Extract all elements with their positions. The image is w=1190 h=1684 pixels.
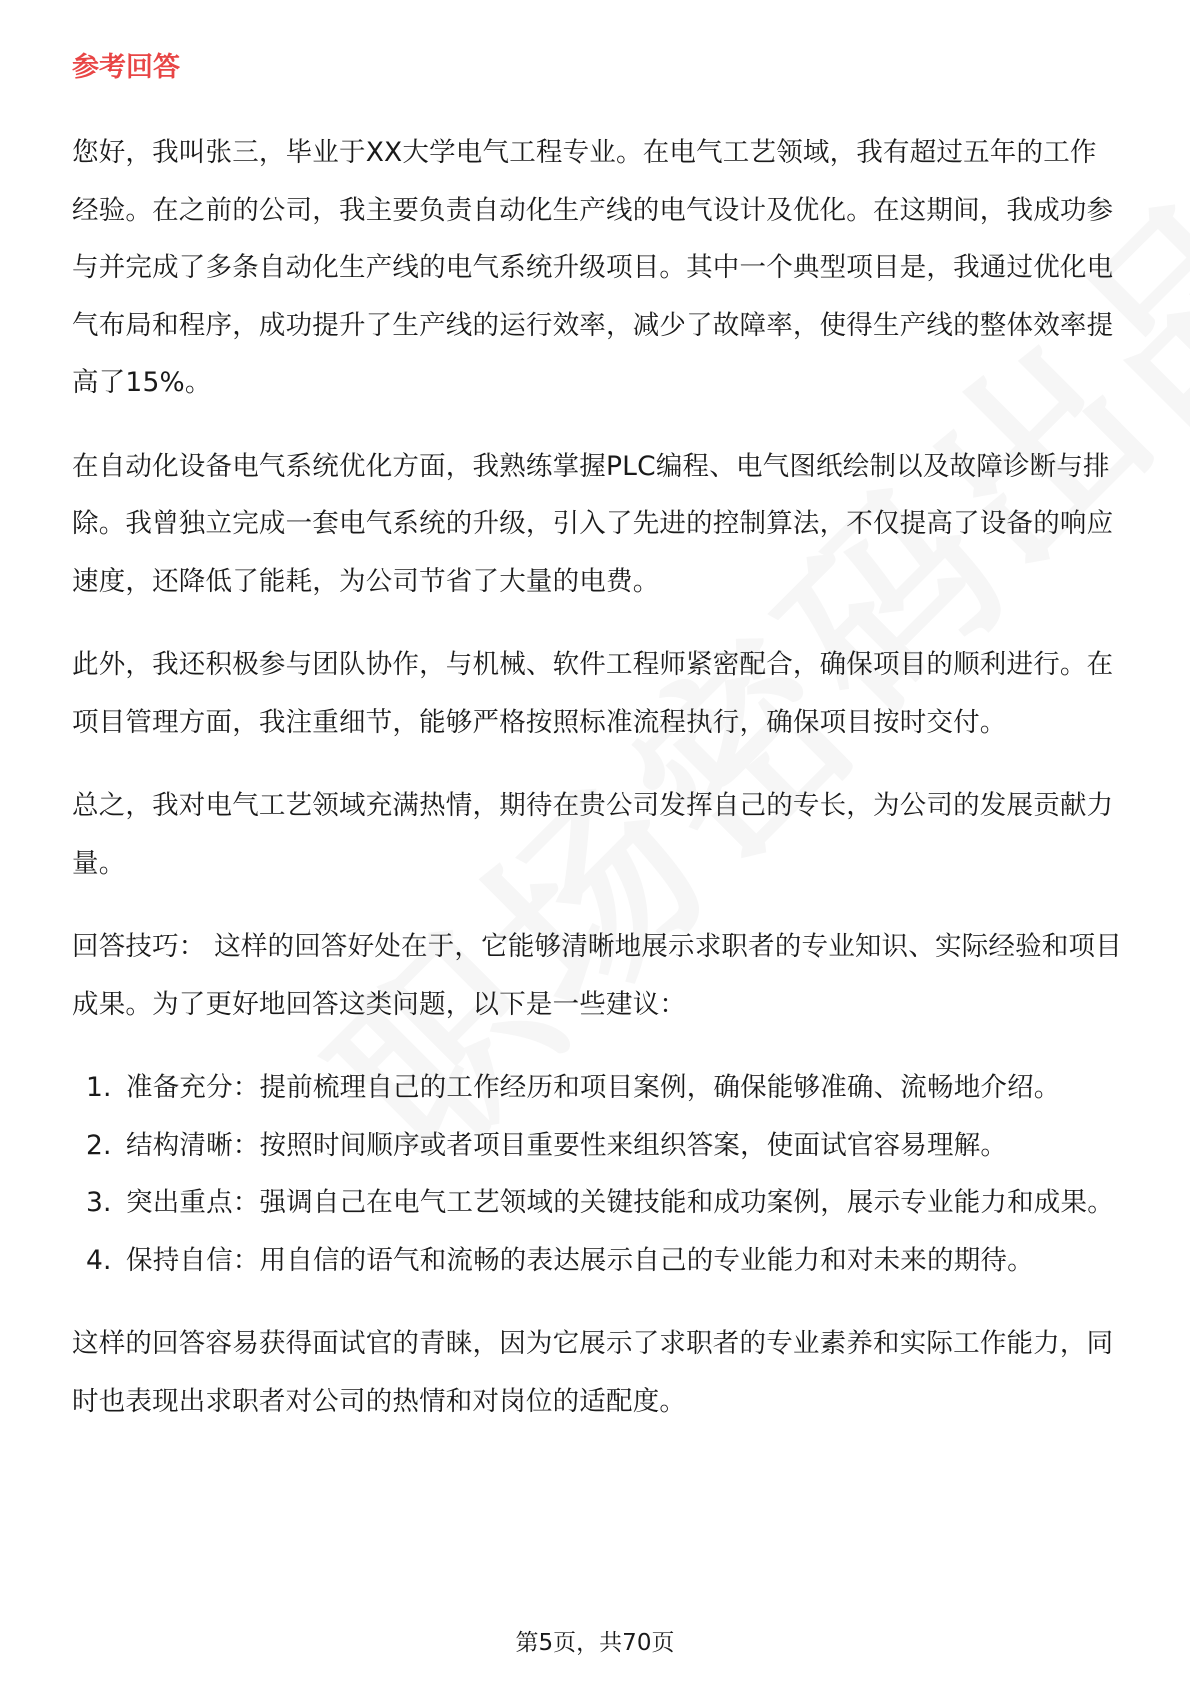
paragraph-tips-intro: 回答技巧： 这样的回答好处在于，它能够清晰地展示求职者的专业知识、实际经验和项目成果。为了更好地回答这类问题，以下是一些建议：: [72, 931, 1122, 1020]
list-item-text: 保持自信：用自信的语气和流畅的表达展示自己的专业能力和对未来的期待。: [126, 1244, 1034, 1276]
list-item: [72, 1174, 1122, 1232]
list-number: 3.: [86, 1187, 112, 1218]
list-item-text: 准备充分：提前梳理自己的工作经历和项目案例，确保能够准确、流畅地介绍。: [126, 1072, 1061, 1103]
paragraph-intro: 您好，我叫张三，毕业于XX大学电气工程专业。在电气工艺领域，我有超过五年的工作经验。在之前的公司，我主要负责自动化生产线的电气设计及优化。在这期间，我成功参与并完成了多条自动化生产线的电气系统升级项目。其中一个典型项目是，我通过优化电气布局和程序，成功提升了生产线的运行效率，减少了故障率，使得生产线的整体效率提高了15%。: [72, 137, 1114, 398]
paragraph-closing: 这样的回答容易获得面试官的青睐，因为它展示了求职者的专业素养和实际工作能力，同时也表现出求职者对公司的热情和对岗位的适配度。: [72, 1328, 1114, 1417]
content-area: [72, 48, 1122, 1456]
paragraph-skills: 在自动化设备电气系统优化方面，我熟练掌握PLC编程、电气图纸绘制以及故障诊断与排除。我曾独立完成一套电气系统的升级，引入了先进的控制算法，不仅提高了设备的响应速度，还降低了能耗，为公司节省了大量的电费。: [72, 450, 1114, 597]
list-item: [72, 1117, 1122, 1175]
paragraph-teamwork: 此外，我还积极参与团队协作，与机械、软件工程师紧密配合，确保项目的顺利进行。在项目管理方面，我注重细节，能够严格按照标准流程执行，确保项目按时交付。: [72, 649, 1114, 738]
list-number: 1.: [86, 1072, 112, 1103]
list-item-text: 突出重点：强调自己在电气工艺领域的关键技能和成功案例，展示专业能力和成果。: [126, 1187, 1114, 1218]
list-number: 4.: [86, 1244, 112, 1276]
list-item: [72, 1059, 1122, 1117]
list-item: [72, 1232, 1122, 1290]
list-number: 2.: [86, 1129, 112, 1161]
section-title: 参考回答: [72, 52, 180, 83]
paragraph-summary: 总之，我对电气工艺领域充满热情，期待在贵公司发挥自己的专长，为公司的发展贡献力量。: [72, 790, 1114, 879]
page-number-footer: 第5页，共70页: [515, 1630, 675, 1656]
tips-list: [72, 1059, 1122, 1289]
list-item-text: 结构清晰：按照时间顺序或者项目重要性来组织答案，使面试官容易理解。: [126, 1129, 1008, 1161]
